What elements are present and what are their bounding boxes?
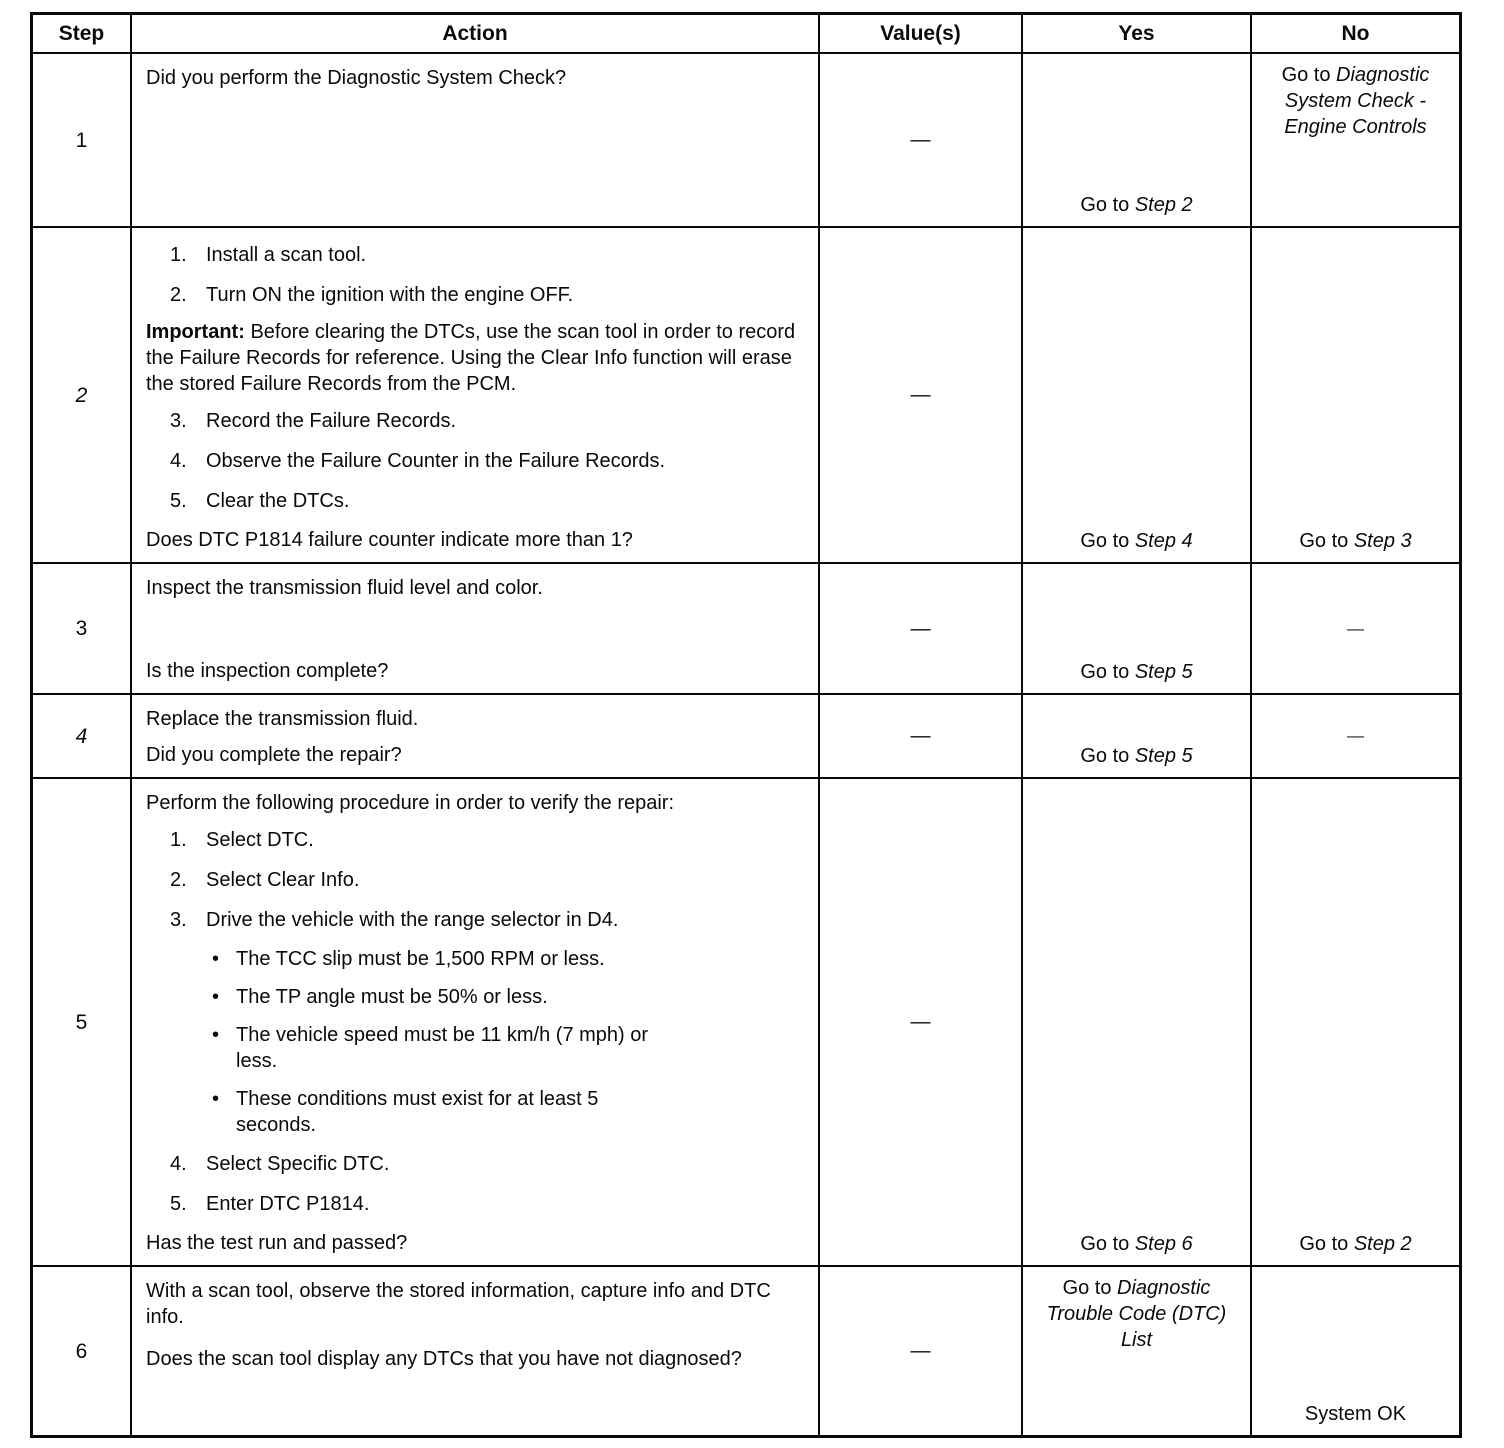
table-row-step-5 — [33, 777, 1459, 1265]
goto-prefix: Go to — [1062, 1277, 1118, 1300]
bullet-item — [212, 984, 804, 1010]
item-text: Select DTC. — [206, 829, 314, 852]
step-number: 3 — [75, 617, 88, 641]
numbered-item — [170, 907, 804, 933]
no-cell — [1250, 779, 1459, 1265]
step-number: 2 — [75, 383, 88, 407]
item-number: 1. — [170, 829, 187, 852]
diagnostic-step-table — [30, 12, 1462, 1438]
yes-cell — [1021, 54, 1250, 226]
column-header-values — [818, 15, 1021, 52]
numbered-item — [170, 282, 804, 308]
column-header-step-label: Step — [58, 22, 105, 45]
numbered-item — [170, 1151, 804, 1177]
action-cell — [130, 1267, 818, 1435]
goto-target: Step 2 — [1353, 1233, 1412, 1256]
goto-prefix: Go to — [1080, 661, 1135, 684]
item-text: Enter DTC P1814. — [206, 1193, 370, 1216]
goto-prefix: Go to — [1080, 530, 1135, 553]
step-number: 4 — [75, 724, 88, 748]
action-question: Is the inspection complete? — [146, 660, 389, 683]
action-intro: Perform the following procedure in order to verify the repair: — [146, 792, 675, 815]
numbered-item — [170, 448, 804, 474]
action-cell — [130, 228, 818, 562]
goto-prefix: Go to — [1299, 530, 1354, 553]
table-row-step-3 — [33, 562, 1459, 693]
value-dash: — — [910, 1011, 931, 1034]
values-cell — [818, 564, 1021, 693]
table-header-row — [33, 15, 1459, 52]
value-dash: — — [910, 725, 931, 748]
bullet-item — [212, 946, 804, 972]
column-header-action — [130, 15, 818, 52]
yes-cell — [1021, 1267, 1250, 1435]
bullet-text: • The TCC slip must be 1,500 RPM or less. — [236, 948, 605, 971]
action-question: Did you complete the repair? — [146, 744, 402, 767]
item-number: 3. — [170, 410, 187, 433]
numbered-item — [170, 242, 804, 268]
no-dash: — — [1347, 618, 1364, 638]
action-cell — [130, 695, 818, 777]
value-dash: — — [910, 129, 931, 152]
yes-cell — [1021, 228, 1250, 562]
item-text: Turn ON the ignition with the engine OFF. — [206, 284, 574, 307]
item-number: 5. — [170, 490, 187, 513]
item-number: 3. — [170, 909, 187, 932]
numbered-item — [170, 867, 804, 893]
item-text: Record the Failure Records. — [206, 410, 457, 433]
item-number: 2. — [170, 869, 187, 892]
action-question: Does DTC P1814 failure counter indicate more than 1? — [146, 529, 633, 552]
action-statement: Inspect the transmission fluid level and color. — [146, 577, 543, 600]
column-header-no-label: No — [1341, 22, 1370, 45]
action-cell — [130, 54, 818, 226]
item-text: Select Specific DTC. — [206, 1153, 390, 1176]
item-number: 5. — [170, 1193, 187, 1216]
item-text: Drive the vehicle with the range selector in D4. — [206, 909, 619, 932]
item-text: Observe the Failure Counter in the Failure Records. — [206, 450, 666, 473]
bullet-item — [212, 1086, 804, 1138]
important-label: Important: — [146, 321, 245, 344]
yes-action — [1080, 528, 1192, 554]
item-text: Select Clear Info. — [206, 869, 360, 892]
step-cell — [33, 779, 130, 1265]
bullet-text: • The TP angle must be 50% or less. — [236, 986, 548, 1009]
step-cell — [33, 228, 130, 562]
item-text: Install a scan tool. — [206, 244, 367, 267]
goto-target: Step 5 — [1134, 661, 1193, 684]
yes-action — [1080, 659, 1192, 685]
yes-action — [1080, 743, 1192, 769]
action-question: Does the scan tool display any DTCs that you have not diagnosed? — [146, 1348, 742, 1371]
goto-target: Diagnostic System Check - Engine Controls — [1284, 64, 1430, 139]
action-statement: Replace the transmission fluid. — [146, 708, 419, 731]
action-question: Did you perform the Diagnostic System Check? — [146, 67, 567, 90]
column-header-action-label: Action — [442, 22, 508, 45]
action-cell — [130, 564, 818, 693]
step-number: 5 — [75, 1010, 88, 1034]
bullet-text: • These conditions must exist for at least 5 seconds. — [236, 1088, 599, 1137]
yes-action — [1080, 1231, 1192, 1257]
no-cell — [1250, 1267, 1459, 1435]
goto-target: Step 4 — [1134, 530, 1193, 553]
values-cell — [818, 54, 1021, 226]
table-row-step-4 — [33, 693, 1459, 777]
goto-target: Step 3 — [1353, 530, 1412, 553]
no-action — [1260, 62, 1451, 140]
yes-cell — [1021, 779, 1250, 1265]
numbered-item — [170, 1191, 804, 1217]
yes-cell — [1021, 695, 1250, 777]
column-header-yes — [1021, 15, 1250, 52]
goto-target: Step 2 — [1134, 194, 1193, 217]
goto-target: Step 6 — [1134, 1233, 1193, 1256]
column-header-step — [33, 15, 130, 52]
item-number: 1. — [170, 244, 187, 267]
numbered-item — [170, 488, 804, 514]
no-action — [1299, 528, 1411, 554]
yes-cell — [1021, 564, 1250, 693]
value-dash: — — [910, 384, 931, 407]
item-text: Clear the DTCs. — [206, 490, 350, 513]
values-cell — [818, 1267, 1021, 1435]
value-dash: — — [910, 617, 931, 640]
no-result: System OK — [1304, 1403, 1407, 1426]
column-header-no — [1250, 15, 1459, 52]
step-number: 1 — [75, 128, 88, 152]
no-cell — [1250, 228, 1459, 562]
table-row-step-2 — [33, 226, 1459, 562]
step-cell — [33, 564, 130, 693]
yes-action — [1031, 1275, 1242, 1353]
goto-prefix: Go to — [1080, 1233, 1135, 1256]
goto-target: Step 5 — [1134, 745, 1193, 768]
bullet-item — [212, 1022, 804, 1074]
action-statement: With a scan tool, observe the stored information, capture info and DTC info. — [146, 1280, 771, 1329]
important-note — [146, 319, 804, 397]
goto-target: Diagnostic Trouble Code (DTC) List — [1046, 1277, 1227, 1352]
values-cell — [818, 779, 1021, 1265]
goto-prefix: Go to — [1299, 1233, 1354, 1256]
no-cell — [1250, 564, 1459, 693]
step-cell — [33, 695, 130, 777]
important-text: Before clearing the DTCs, use the scan tool in order to record the Failure Records for reference. Using the Clear Info function will erase the stored Failure Records from the PCM. — [146, 321, 796, 396]
no-action — [1299, 1231, 1411, 1257]
action-cell — [130, 779, 818, 1265]
value-dash: — — [910, 1340, 931, 1363]
values-cell — [818, 228, 1021, 562]
item-number: 2. — [170, 284, 187, 307]
yes-action — [1080, 192, 1192, 218]
bullet-text: • The vehicle speed must be 11 km/h (7 mph) or less. — [236, 1024, 649, 1073]
goto-prefix: Go to — [1080, 194, 1135, 217]
action-question: Has the test run and passed? — [146, 1232, 408, 1255]
table-row-step-6 — [33, 1265, 1459, 1435]
table-row-step-1 — [33, 52, 1459, 226]
goto-prefix: Go to — [1080, 745, 1135, 768]
numbered-item — [170, 827, 804, 853]
no-cell — [1250, 54, 1459, 226]
no-cell — [1250, 695, 1459, 777]
item-number: 4. — [170, 1153, 187, 1176]
goto-prefix: Go to — [1281, 64, 1337, 87]
step-cell — [33, 54, 130, 226]
item-number: 4. — [170, 450, 187, 473]
values-cell — [818, 695, 1021, 777]
column-header-yes-label: Yes — [1118, 22, 1155, 45]
no-dash: — — [1347, 726, 1364, 746]
column-header-values-label: Value(s) — [880, 22, 961, 45]
numbered-item — [170, 408, 804, 434]
step-cell — [33, 1267, 130, 1435]
step-number: 6 — [75, 1339, 88, 1363]
